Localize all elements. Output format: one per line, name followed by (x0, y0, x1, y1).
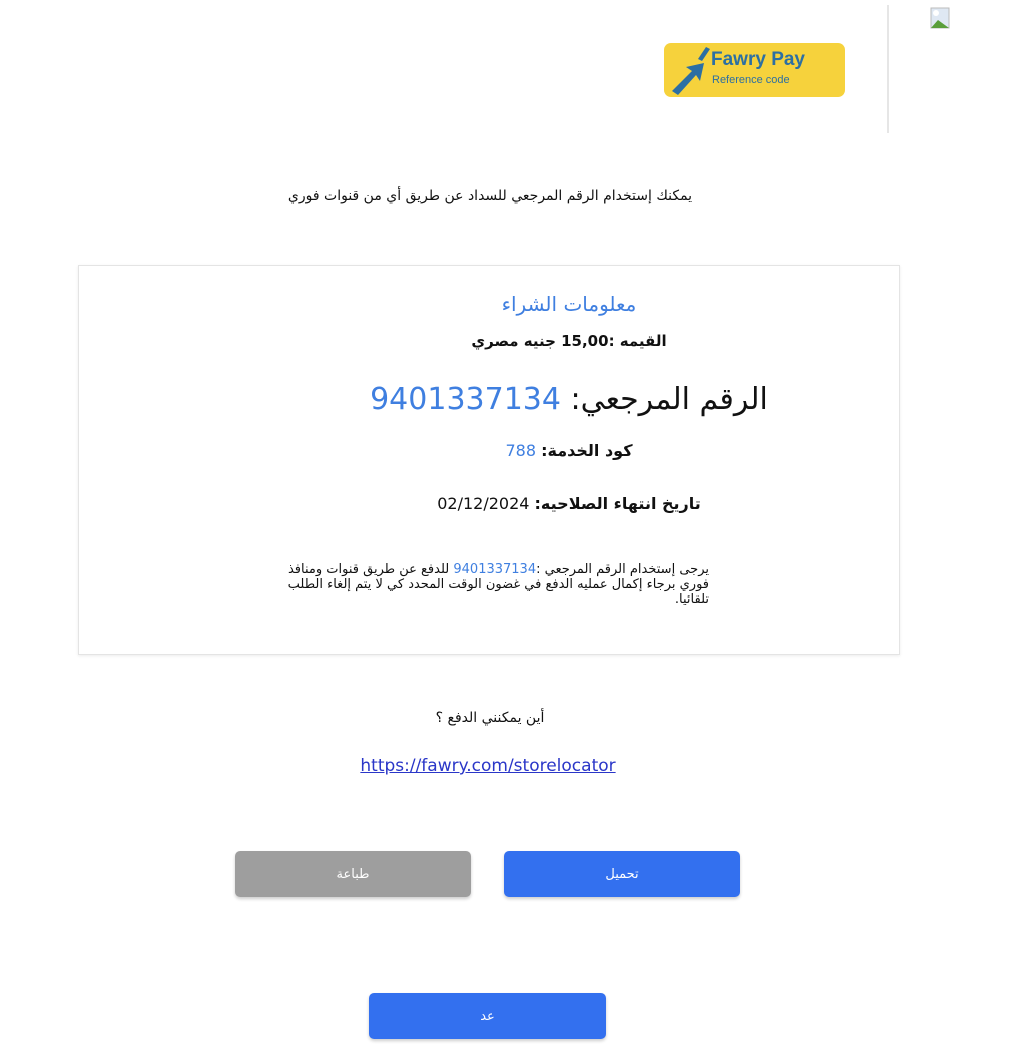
payment-note (269, 562, 709, 607)
service-row (159, 441, 979, 460)
download-button[interactable]: تحميل (504, 851, 740, 897)
vertical-divider (887, 5, 889, 133)
expiry-label: تاريخ انتهاء الصلاحيه: (534, 494, 701, 513)
arrow-logo-icon (670, 45, 712, 95)
where-to-pay-label: أين يمكنني الدفع ؟ (435, 710, 545, 726)
reference-number: 9401337134 (370, 382, 561, 417)
fawry-pay-logo (664, 43, 845, 97)
note-number: 9401337134 (453, 562, 537, 577)
reference-label: الرقم المرجعي: (570, 382, 768, 417)
back-button[interactable]: عد (369, 993, 606, 1039)
print-button[interactable]: طباعة (235, 851, 471, 897)
expiry-date: 02/12/2024 (437, 494, 530, 513)
logo-title: Fawry Pay (711, 49, 805, 70)
store-locator-link[interactable]: https://fawry.com/storelocator (360, 756, 616, 776)
intro-text: يمكنك إستخدام الرقم المرجعي للسداد عن طريق أي من قنوات فوري (287, 188, 693, 204)
amount: القيمه :15,00 جنيه مصري (471, 332, 667, 350)
note-suffix: للدفع عن طريق قنوات ومنافذ فوري برجاء إكمال عمليه الدفع في غضون الوقت المحدد كي لا يتم إلغاء الطلب تلقائيا. (287, 562, 709, 607)
logo-subtitle: Reference code (712, 74, 790, 86)
purchase-info-card (78, 265, 900, 655)
expiry-row (159, 494, 979, 513)
service-code: 788 (505, 441, 537, 460)
broken-image-icon (930, 7, 952, 29)
card-heading: معلومات الشراء (501, 292, 637, 316)
note-prefix: يرجى إستخدام الرقم المرجعي : (536, 562, 709, 577)
service-label: كود الخدمة: (541, 441, 633, 460)
reference-row (159, 382, 979, 417)
